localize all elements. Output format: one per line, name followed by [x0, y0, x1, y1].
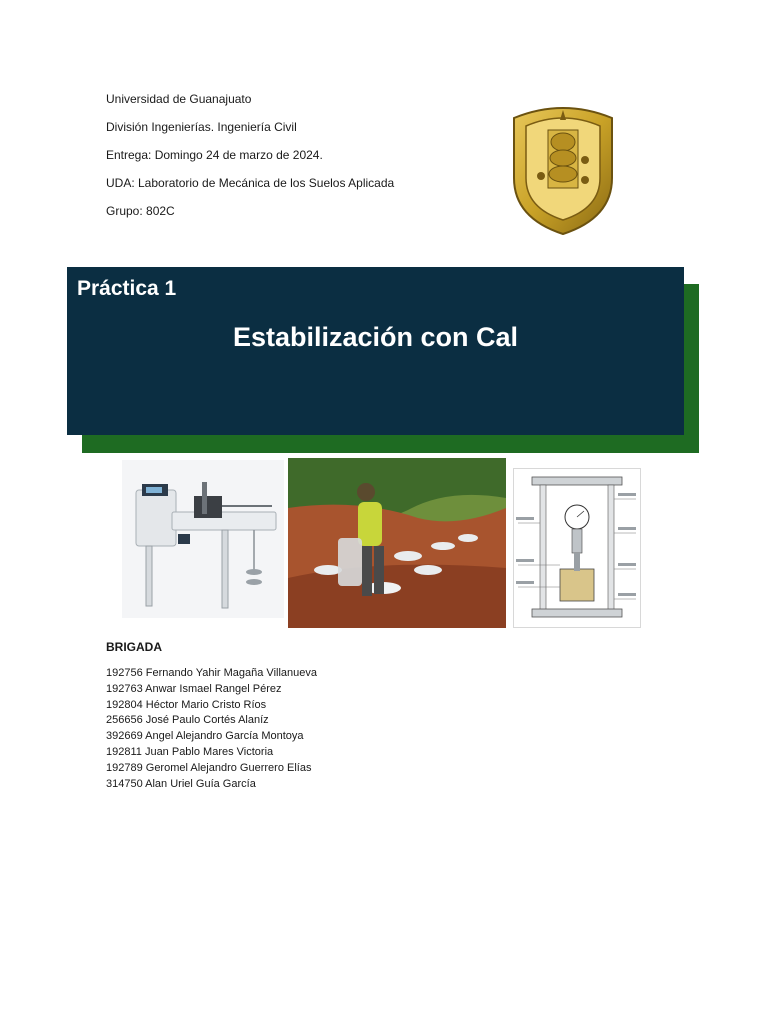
- brigade-member: 192789 Geromel Alejandro Guerrero Elías: [106, 761, 312, 774]
- division-name: División Ingenierías. Ingeniería Civil: [106, 120, 297, 134]
- brigade-member: 314750 Alan Uriel Guía García: [106, 777, 256, 790]
- brigade-section: [106, 640, 317, 792]
- university-seal-graphic: [508, 100, 618, 236]
- brigade-member: 192811 Juan Pablo Mares Victoria: [106, 745, 274, 758]
- title-banner: [67, 267, 684, 435]
- university-name: Universidad de Guanajuato: [106, 92, 252, 106]
- uda-name: UDA: Laboratorio de Mecánica de los Suelos Aplicada: [106, 176, 395, 190]
- practice-number: Práctica 1: [77, 277, 177, 300]
- header-info: [106, 92, 394, 232]
- direct-shear-machine-photo: [122, 460, 284, 618]
- brigade-heading: BRIGADA: [106, 640, 162, 654]
- lime-field-application-photo: [288, 458, 506, 628]
- brigade-member: 392669 Angel Alejandro García Montoya: [106, 730, 304, 743]
- practice-title: Estabilización con Cal: [232, 322, 519, 352]
- university-seal: [508, 100, 618, 236]
- delivery-date: Entrega: Domingo 24 de marzo de 2024.: [106, 148, 323, 162]
- brigade-member: 192756 Fernando Yahir Magaña Villanueva: [106, 667, 317, 679]
- group-code: Grupo: 802C: [106, 204, 175, 218]
- brigade-member: 192763 Anwar Ismael Rangel Pérez: [106, 682, 282, 695]
- brigade-member: 256656 José Paulo Cortés Alaníz: [106, 714, 269, 727]
- cbr-apparatus-diagram: [513, 468, 641, 628]
- brigade-member: 192804 Héctor Mario Cristo Ríos: [106, 698, 267, 711]
